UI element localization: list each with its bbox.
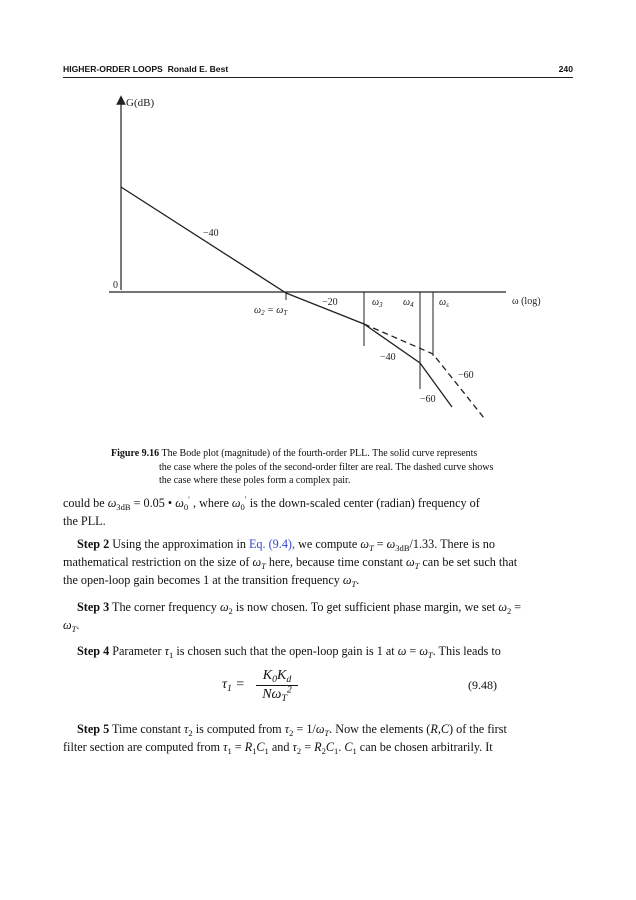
caption-line-2: the case where the poles of the second-order filter are real. The dashed curve shows	[159, 461, 494, 473]
p3-line-2: $\omega_T$.	[63, 618, 80, 634]
equation-denominator: $N\omega_T^2$	[262, 684, 292, 704]
paragraph-step-3	[63, 598, 573, 634]
paragraph-step-4	[63, 642, 573, 660]
p5-line-2: filter section are computed from $\tau_1 = R_1C_1$ and $\tau_2 = R_2C_1$. $C_1$ can be chosen arbitrarily. It	[63, 740, 493, 756]
slope-label-minus40-lower: −40	[380, 352, 396, 363]
omegas-label: $\omega_s$	[439, 297, 449, 309]
omega2-label: $\omega_2 = \omega_T$	[254, 305, 288, 317]
p2-line-3: the open-loop gain becomes 1 at the transition frequency $\omega_T$.	[63, 573, 360, 589]
bode-plot-figure	[0, 0, 636, 440]
slope-label-minus60-solid: −60	[420, 394, 436, 405]
slope-label-minus20: −20	[322, 297, 338, 308]
caption-label: Figure 9.16	[111, 448, 160, 459]
figure-caption	[111, 447, 551, 488]
p4-line-1: Step 4 Parameter $\tau_1$ is chosen such that the open-loop gain is 1 at $\omega = \omega_T$. This leads to	[77, 644, 501, 660]
slope-label-minus40-upper: −40	[203, 228, 219, 239]
header-title: HIGHER-ORDER LOOPS	[63, 64, 163, 74]
p1-line-1: could be $\omega_{3dB} = 0.05$ • $\omega_0'$ , where $\omega_0'$ is the down-scaled center (radian) frequency of	[63, 493, 480, 512]
paragraph-step-2	[63, 535, 573, 589]
equation-lhs: $\tau_1$ =	[222, 677, 245, 694]
p5-line-1: Step 5 Time constant $\tau_2$ is computed from $\tau_2 = 1/\omega_T$. Now the elements (R,C) of the first	[77, 722, 507, 738]
equation-9-48	[0, 664, 636, 706]
zero-db-label: 0	[113, 280, 118, 291]
caption-line-1: Figure 9.16 The Bode plot (magnitude) of the fourth-order PLL. The solid curve represents	[111, 448, 478, 459]
omega3-label: $\omega_3$	[372, 297, 383, 309]
paragraph-step-5	[63, 720, 573, 756]
p3-line-1: Step 3 The corner frequency $\omega_2$ is now chosen. To get sufficient phase margin, we set $\omega_2$ =	[77, 600, 522, 616]
omega4-label: $\omega_4$	[403, 297, 414, 309]
equation-fraction	[256, 668, 298, 703]
header-author: Ronald E. Best	[167, 64, 229, 74]
slope-label-minus60-dashed: −60	[458, 370, 474, 381]
page-number: 240	[558, 64, 573, 74]
equation-link-9-4[interactable]: Eq. (9.4),	[248, 537, 296, 551]
x-axis-label: ω (log)	[512, 296, 541, 307]
p2-line-1: Step 2 Using the approximation in Eq. (9.4), we compute $\omega_T = \omega_{3dB}/1.33$. There is no	[77, 537, 495, 553]
y-axis-label: G(dB)	[126, 97, 155, 109]
paragraph-1	[63, 494, 573, 530]
equation-number: (9.48)	[468, 678, 497, 692]
p1-line-2: the PLL.	[63, 514, 106, 528]
p2-line-2: mathematical restriction on the size of $\omega_T$ here, because time constant $\omega_T$ can be set such that	[63, 555, 518, 571]
caption-line-3: the case where these poles form a complex pair.	[159, 475, 351, 486]
equation-numerator: $K_0K_d$	[256, 668, 298, 686]
